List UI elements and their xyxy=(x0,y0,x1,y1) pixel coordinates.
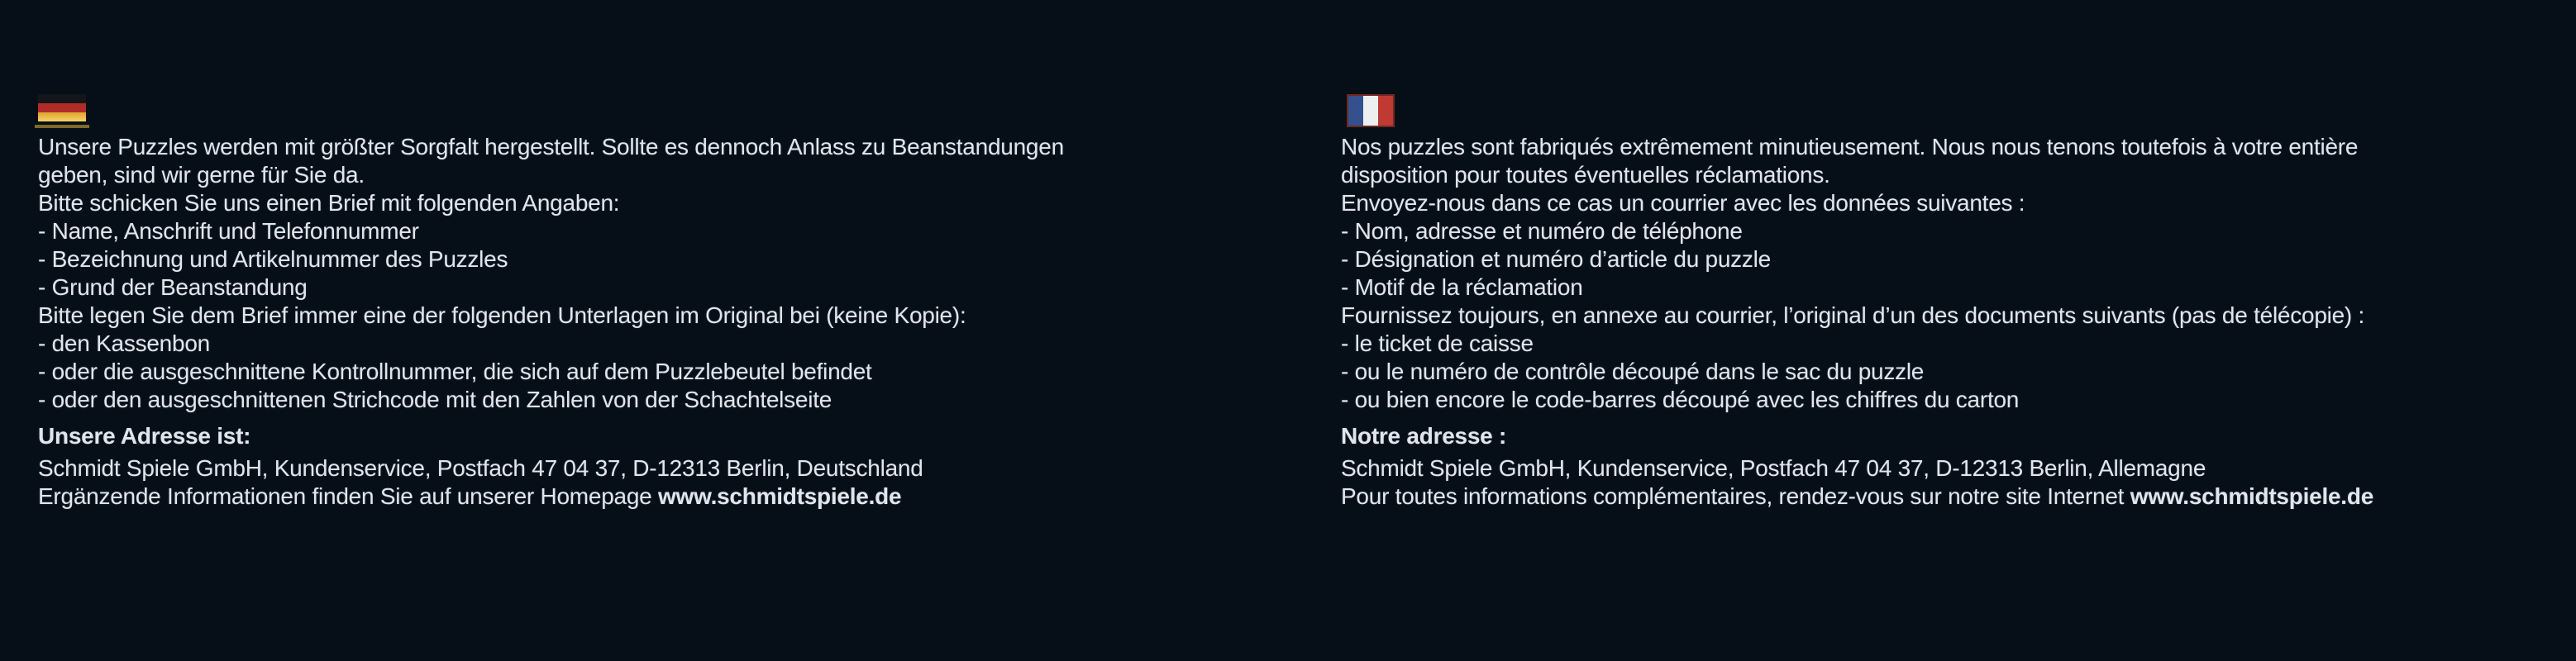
list-item: - ou bien encore le code-barres découpé avec les chiffres du carton xyxy=(1341,387,2020,412)
text-line: geben, sind wir gerne für Sie da. xyxy=(38,162,365,188)
text-line: Nos puzzles sont fabriqués extrêmement minutieusement. Nous nous tenons toutefois à votre entière xyxy=(1341,134,2359,159)
flag-stripe-red xyxy=(38,103,86,112)
text-line: Fournissez toujours, en annexe au courrier, l’original d’un des documents suivants (pas de télécopie) : xyxy=(1341,302,2365,328)
text-line: Unsere Puzzles werden mit größter Sorgfalt hergestellt. Sollte es dennoch Anlass zu Beanstandungen xyxy=(38,134,1064,159)
list-item: - le ticket de caisse xyxy=(1341,330,1534,356)
text-line: Envoyez-nous dans ce cas un courrier avec les données suivantes : xyxy=(1341,190,2025,216)
german-flag-wrap xyxy=(38,94,1270,129)
list-item: - ou le numéro de contrôle découpé dans le sac du puzzle xyxy=(1341,359,1925,384)
list-item: - Grund der Beanstandung xyxy=(38,274,308,300)
text-line: Bitte legen Sie dem Brief immer eine der folgenden Unterlagen im Original bei (keine Kopie): xyxy=(38,302,966,328)
address-line: Schmidt Spiele GmbH, Kundenservice, Postfach 47 04 37, D-12313 Berlin, Allemagne xyxy=(1341,455,2206,481)
list-item: - Désignation et numéro d’article du puzzle xyxy=(1341,246,1771,272)
germany-flag-icon xyxy=(38,94,86,128)
flag-stripe-white xyxy=(1363,96,1378,126)
list-item: - den Kassenbon xyxy=(38,330,210,356)
homepage-line xyxy=(1341,483,2573,511)
homepage-url: www.schmidtspiele.de xyxy=(658,483,902,509)
homepage-text: Ergänzende Informationen finden Sie auf unserer Homepage xyxy=(38,483,659,509)
flag-stripe-black xyxy=(38,94,86,103)
list-item: - Motif de la réclamation xyxy=(1341,274,1583,300)
list-item: - oder den ausgeschnittenen Strichcode mit den Zahlen von der Schachtelseite xyxy=(38,387,832,412)
flag-stripe-red xyxy=(1378,96,1393,126)
french-section xyxy=(1341,94,2573,511)
france-flag-icon xyxy=(1347,94,1395,127)
german-section xyxy=(38,94,1270,511)
text-line: disposition pour toutes éventuelles réclamations. xyxy=(1341,162,1830,188)
list-item: - Name, Anschrift und Telefonnummer xyxy=(38,218,419,244)
address-line: Schmidt Spiele GmbH, Kundenservice, Postfach 47 04 37, D-12313 Berlin, Deutschland xyxy=(38,455,923,481)
homepage-url: www.schmidtspiele.de xyxy=(2130,483,2374,509)
homepage-text: Pour toutes informations complémentaires, rendez-vous sur notre site Internet xyxy=(1341,483,2130,509)
homepage-line xyxy=(38,483,1270,511)
flag-base-bar xyxy=(35,125,89,128)
text-line: Bitte schicken Sie uns einen Brief mit folgenden Angaben: xyxy=(38,190,620,216)
flag-stripe-gold xyxy=(38,112,86,121)
list-item: - Bezeichnung und Artikelnummer des Puzzles xyxy=(38,246,508,272)
french-flag-wrap xyxy=(1341,94,2573,129)
address-header: Unsere Adresse ist: xyxy=(38,423,251,449)
address-header: Notre adresse : xyxy=(1341,423,1507,449)
list-item: - oder die ausgeschnittene Kontrollnummer, die sich auf dem Puzzlebeutel befindet xyxy=(38,359,872,384)
flag-stripe-blue xyxy=(1348,96,1363,126)
list-item: - Nom, adresse et numéro de téléphone xyxy=(1341,218,1743,244)
